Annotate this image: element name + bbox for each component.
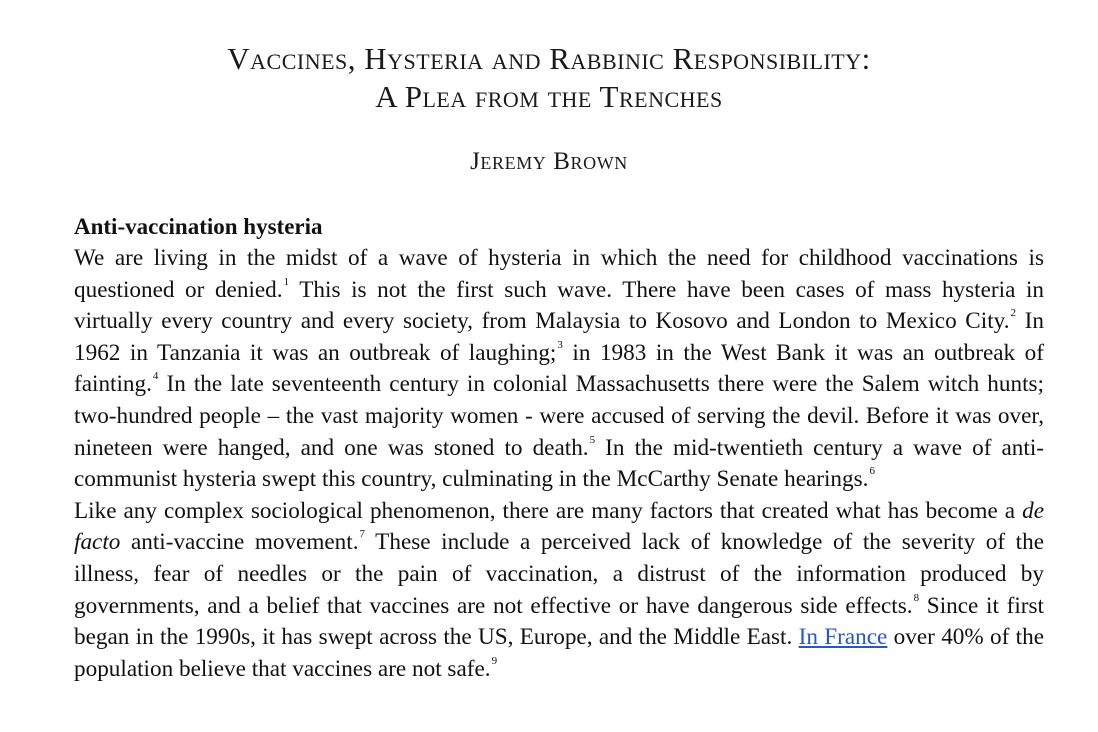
title-line-2: A Plea from the Trenches — [375, 79, 723, 114]
document-title — [0, 40, 1098, 116]
footnote-ref-9[interactable]: 9 — [491, 654, 498, 667]
p1-sentence-2: This is not the first such wave. There have been cases of mass hysteria in virtually every country and every society, from Malaysia to Kosovo and London to Mexico City. — [74, 276, 1044, 335]
footnote-ref-3[interactable]: 3 — [557, 338, 563, 351]
section-heading: Anti-vaccination hysteria — [74, 214, 323, 239]
p1-sentence-6: In the mid-twentieth century a wave of anti-communist hysteria swept this country, culminating in the McCarthy Senate hearings. — [74, 434, 1044, 493]
p2-italic-phrase: de facto — [74, 497, 1044, 556]
footnote-ref-2[interactable]: 2 — [1010, 307, 1017, 320]
p2-sentence-2: anti-vaccine movement. — [120, 529, 359, 556]
p2-sentence-5: over 40% of the population believe that vaccines are not safe. — [74, 624, 1044, 682]
paragraph-1 — [74, 243, 1044, 496]
footnote-ref-1[interactable]: 1 — [283, 275, 290, 288]
footnote-ref-8[interactable]: 8 — [913, 591, 920, 604]
p2-sentence-4: Since it first began in the 1990s, it has swept across the US, Europe, and the Middle East. — [74, 592, 1044, 651]
p2-sentence-1: Like any complex sociological phenomenon, there are many factors that created what has become a — [74, 497, 1023, 524]
footnote-ref-5[interactable]: 5 — [589, 433, 596, 446]
p1-sentence-5: In the late seventeenth century in colonial Massachusetts there were the Salem witch hunts; two-hundred people – the vast majority women - were accused of serving the devil. Before it was over, nineteen were hanged, and one was stoned to death. — [74, 371, 1044, 461]
p2-sentence-3: These include a perceived lack of knowledge of the severity of the illness, fear of needles or the pain of vaccination, a distrust of the information produced by governments, and a belief that vaccines are not effective or have dangerous side effects. — [74, 529, 1044, 619]
title-line-1: Vaccines, Hysteria and Rabbinic Responsibility: — [227, 41, 871, 76]
footnote-ref-4[interactable]: 4 — [152, 370, 159, 383]
p1-sentence-1: We are living in the midst of a wave of hysteria in which the need for childhood vaccinations is questioned or denied. — [74, 245, 1044, 303]
footnote-ref-6[interactable]: 6 — [869, 465, 875, 478]
footnote-ref-7[interactable]: 7 — [359, 528, 366, 541]
p1-sentence-4: in 1983 in the West Bank it was an outbreak of fainting. — [74, 339, 1044, 398]
in-france-link[interactable]: In France — [798, 624, 888, 651]
p1-sentence-3: In 1962 in Tanzania it was an outbreak of laughing; — [74, 308, 1044, 366]
paragraph-2 — [74, 496, 1044, 686]
author-name: Jeremy Brown — [470, 148, 628, 175]
article-section — [74, 211, 1044, 685]
